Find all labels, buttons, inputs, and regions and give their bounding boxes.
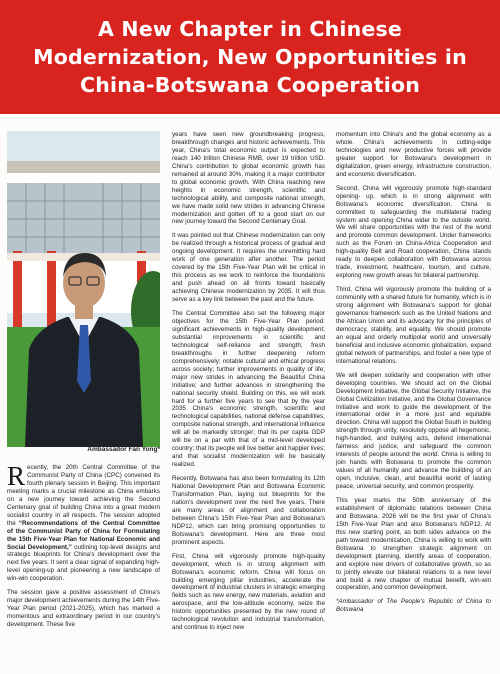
paragraph: momentum into China's and the global economy as a whole. China's achievements in cutting-edge technologies and new productive forces will provide greater support for Botswana's development in digitalization, green energy, infrastructure construction, and economic diversification. [336,131,491,178]
ambassador-photo [7,131,160,447]
paragraph: We will deepen solidarity and cooperation with other developing countries. We should act on the Global Development Initiative, the Global Security Initiative, the Global Civilization Initiative, and the Global Governance Initiative and work to guide the development of the international order in a more just and equitable direction. China will support the Global South in building strength through unity, resolutely oppose all hegemonic, high-handed, and bullying acts, defend international fairness and justice, and safeguard the common interests of people around the world. China is willing to join hands with Botswana to promote the common values of all humanity and advance the building of an open, inclusive, clean, and beautiful world of lasting peace, universal security, and common prosperity. [336,371,491,491]
drop-cap: R [7,461,26,491]
ambassador-portrait-image [7,131,160,447]
paragraph-intro [7,461,160,583]
article-column-2 [172,131,325,632]
building-column-left [13,251,22,331]
building-window-band [7,183,160,253]
paragraph: This year marks the 50th anniversary of the establishment of diplomatic relations between China and Botswana. 2026 will be the first year of China's 15th Five-Year Plan and also Botswana's NDP12. At this new starting point, as both sides advance on the path toward modernization, China is willing to work with Botswana to strengthen strategic alignment on development planning, identify areas of cooperation, and explore new drivers of collaborative growth, so as to jointly elevate our bilateral relations to a new level and build a new chapter of mutual benefit, win-win cooperation, and common development. [336,496,491,592]
photo-caption: Ambassador Fan Yong* [87,446,160,453]
paragraph: It was pointed out that Chinese modernization can only be realized through a historical process of gradual and ongoing development. It requires the unremitting hard work of one generation after another. The period covered by the 15th Five-Year Plan will be critical in this process as we work to reinforce the foundations and push ahead on all fronts toward basically achieving Chinese modernization by 2035. It will thus serve as a key link between the past and the future. [172,232,325,304]
paragraph-achievements: The session gave a positive assessment of China's major development achievements during the 14th Five-Year Plan period (2021-2025), which has marked a momentous and extraordinary period in our country's development. These five [7,589,160,629]
article-column-1 [7,461,160,629]
paragraph: First, China will vigorously promote high-quality development, which is in strong alignment with Botswana's economic reform. China will focus on building emerging pillar industries, accelerate the development of industrial clusters in strategic emerging fields such as new energy, new materials, aviation and aerospace, and the low-altitude economy, seize the historic opportunities presented by the new round of technological revolution and industrial transformation, and continue to inject new [172,552,325,632]
paragraph: years have seen new groundbreaking progress, breakthrough changes and historic achievements. This year, China's total economic output is expected to reach 140 trillion Chinese RMB, over 19 trillion USD. China's contribution to global economic growth has remained at around 30%, making it a major contributor to global economic growth. With China reaching new heights in economic strength, scientific and technological ability, and composite national strength, we have made solid new strides in advancing Chinese modernization and gotten off to a good start on our new journey toward the Second Centenary Goal. [172,131,325,226]
headline-banner [0,0,500,114]
paragraph: Second, China will vigorously promote high-standard opening- up, which is in strong alignment with Botswana's economic diversification. China is committed to safeguarding the multilateral trading system and opening China wider to the outside world. We will share opportunities with the rest of the world and promote common development. Under frameworks such as the Forum on China-Africa Cooperation and high-quality Belt and Road cooperation, China stands ready to deepen collaboration with Botswana across trade, investment, healthcare, tourism, and culture, exploring new growth areas for bilateral partnership. [336,184,491,280]
author-footnote: *Ambassador of The People's Republic of China to Botswana [336,598,491,614]
paragraph: Third, China will vigorously promote the building of a community with a shared future for humanity, which is in strong alignment with Botswana's support for global governance framework such as the United Nations and the African Union and its advocacy for the principles of democracy, stability, and equality. We should promote an equal and orderly multipolar world and universally beneficial and inclusive economic globalization, expand global network of partnerships, and foster a new type of international relations. [336,286,491,365]
intro-text: ecently, the 20th Central Committee of the Communist Party of China (CPC) convened its fourth plenary session in Beijing. This important meeting marks a crucial milestone as China embarks on a new journey toward achieving the Second Centenary goal of building China into a great modern socialist country in all respects. The session adopted the [7,464,160,527]
paragraph: Recently, Botswana has also been formulating its 12th National Development Plan and Botswana Economic Transformation Plan, laying out blueprints for the nation's development over the next five years. There are many areas of alignment and collaboration between China's 15th Five-Year Plan and Botswana's NDP12, which can bring promising opportunities to Botswana's development. Here are three most prominent aspects. [172,475,325,546]
recommendations-title: “Recommendations of the Central Committee of the Communist Party of China for Formulating the 15th Five-Year Plan for National Economic and Social Development,” [7,519,160,551]
building-roof [7,161,160,173]
building-column-mid [47,251,56,331]
intro-text-end: outlining top-level designs and strategic blueprints for China's development over the next five years. It sent a clear signal of expanding high-level opening-up and pioneering a new landscape of win-win cooperation. [7,543,160,583]
article-column-3 [336,131,491,614]
paragraph: The Central Committee also set the following major objectives for the 15th Five-Year Plan period: significant achievements in high-quality development; substantial improvements in scientific and technological self-reliance and strength; fresh breakthroughs in further deepening reform comprehensively; notable cultural and ethical progress across society; further improvements in quality of life; major new strides in advancing the Beautiful China Initiative; and further advances in strengthening the national security shield. Building on this, we will work hard for a further five years to see that by the year 2035 China's economic strength, scientific and technological capabilities, national defense capabilities, composite national strength, and international influence will all be markedly stronger; that its per capita GDP will be on a par with that of a mid-level developed country; that its people will live better and happier lives; and that socialist modernization will be basically realized. [172,310,325,469]
headline: A New Chapter in Chinese Modernization, New Opportunities in China-Botswana Cooperation [33,17,467,97]
